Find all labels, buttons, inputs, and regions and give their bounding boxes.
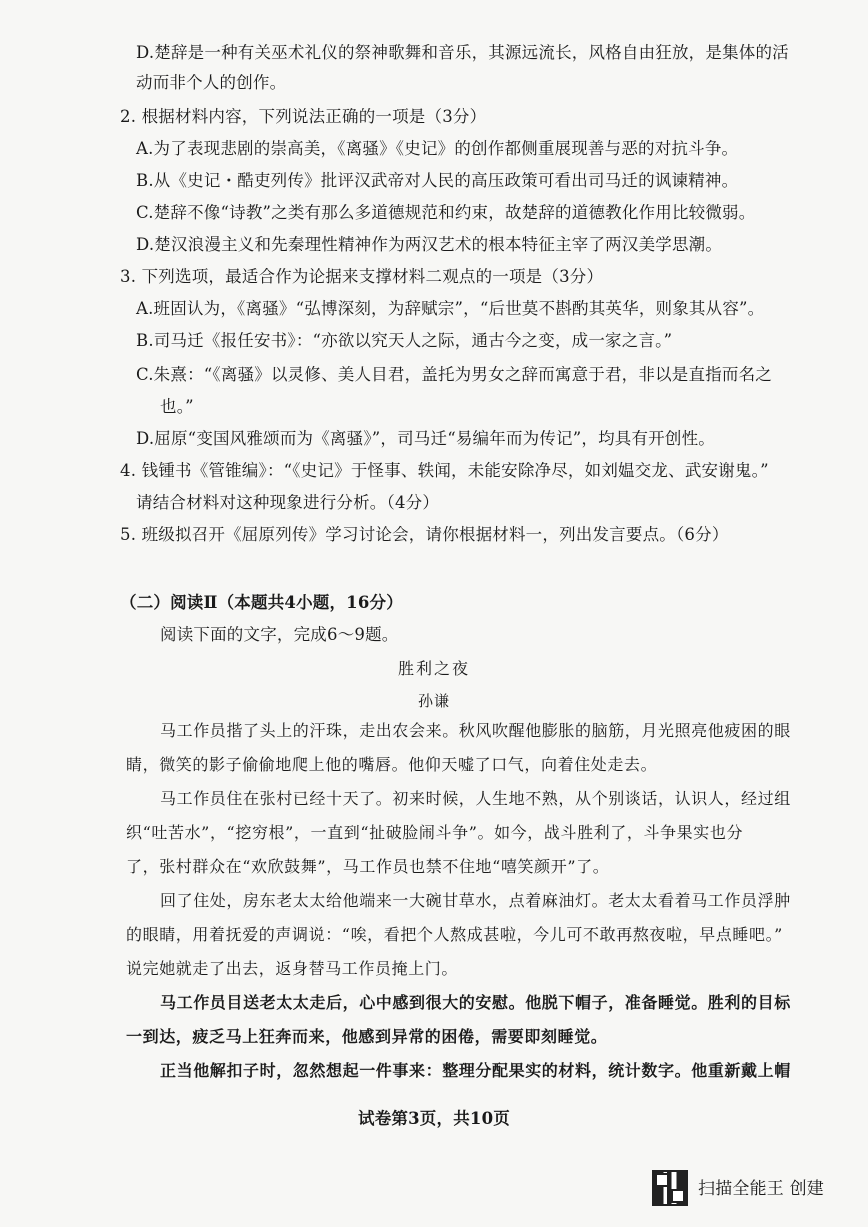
question-4-cont: 请结合材料对这种现象进行分析。（4分）	[136, 493, 440, 512]
option-line: D.楚辞是一种有关巫术礼仪的祭神歌舞和音乐，其源远流长，风格自由狂放，是集体的活	[136, 43, 789, 62]
option-2d: D.楚汉浪漫主义和先秦理性精神作为两汉艺术的根本特征主宰了两汉美学思潮。	[136, 235, 723, 254]
scanner-watermark: 扫描全能王 创建	[698, 1179, 825, 1199]
paragraph-line: 了，张村群众在“欢欣鼓舞”，马工作员也禁不住地“嘻笑颜开”了。	[126, 857, 610, 876]
option-3b: B.司马迁《报任安书》：“亦欲以究天人之际，通古今之变，成一家之言。”	[136, 331, 673, 350]
paragraph-line: 马工作员目送老太太走后，心中感到很大的安慰。他脱下帽子，准备睡觉。胜利的目标	[160, 993, 791, 1012]
page-footer: 试卷第3页，共10页	[358, 1109, 510, 1128]
option-2c: C.楚辞不像“诗教”之类有那么多道德规范和约束，故楚辞的道德教化作用比较微弱。	[136, 203, 756, 222]
paragraph-line: 马工作员住在张村已经十天了。初来时候，人生地不熟，从个别谈话，认识人，经过组	[160, 789, 791, 808]
option-2b: B.从《史记・酷吏列传》批评汉武帝对人民的高压政策可看出司马迁的讽谏精神。	[136, 171, 739, 190]
question-4: 4. 钱锺书《管锥编》：“《史记》于怪事、轶闻，未能安除净尽，如刘媪交龙、武安谢鬼。”	[120, 461, 769, 480]
option-3c: C.朱熹：“《离骚》以灵修、美人目君，盖托为男女之辞而寓意于君，非以是直指而名之	[136, 365, 772, 384]
question-5: 5. 班级拟召开《屈原列传》学习讨论会，请你根据材料一，列出发言要点。（6分）	[120, 525, 729, 544]
option-line: 动而非个人的创作。	[136, 73, 287, 92]
paragraph-line: 说完她就走了出去，返身替马工作员掩上门。	[126, 959, 459, 978]
story-author: 孙谦	[417, 692, 451, 710]
story-title: 胜利之夜	[397, 659, 471, 678]
paragraph-line: 睛，微笑的影子偷偷地爬上他的嘴唇。他仰天嘘了口气，向着住处走去。	[126, 755, 658, 774]
paragraph-line: 织“吐苦水”，“挖穷根”，一直到“扯破脸闹斗争”。如今，战斗胜利了，斗争果实也分	[126, 823, 744, 842]
question-2: 2. 根据材料内容，下列说法正确的一项是（3分）	[120, 107, 487, 126]
paragraph-line: 一到达，疲乏马上狂奔而来，他感到异常的困倦，需要即刻睡觉。	[126, 1027, 608, 1046]
option-3d: D.屈原“变国风雅颂而为《离骚》”，司马迁“易编年而为传记”，均具有开创性。	[136, 429, 715, 448]
option-3c-cont: 也。”	[160, 397, 194, 416]
paragraph-line: 回了住处，房东老太太给他端来一大碗甘草水，点着麻油灯。老太太看着马工作员浮肿	[160, 891, 791, 910]
paragraph-line: 的眼睛，用着抚爱的声调说：“唉，看把个人熬成甚啦，今儿可不敢再熬夜啦，早点睡吧。”	[126, 925, 783, 944]
option-2a: A.为了表现悲剧的崇高美，《离骚》《史记》的创作都侧重展现善与恶的对抗斗争。	[136, 139, 739, 158]
qr-code-icon	[652, 1170, 688, 1206]
option-3a: A.班固认为，《离骚》“弘博深刻，为辞赋宗”，“后世莫不斟酌其英华，则象其从容”。	[136, 299, 765, 318]
paragraph-line: 马工作员揩了头上的汗珠，走出农会来。秋风吹醒他膨胀的脑筋，月光照亮他疲困的眼	[160, 721, 791, 740]
question-3: 3. 下列选项，最适合作为论据来支撑材料二观点的一项是（3分）	[120, 267, 604, 286]
section-instruction: 阅读下面的文字，完成6～9题。	[160, 625, 399, 644]
paragraph-line: 正当他解扣子时，忽然想起一件事来：整理分配果实的材料，统计数字。他重新戴上帽	[160, 1061, 791, 1080]
section-heading: （二）阅读Ⅱ（本题共4小题，16分）	[120, 593, 403, 612]
